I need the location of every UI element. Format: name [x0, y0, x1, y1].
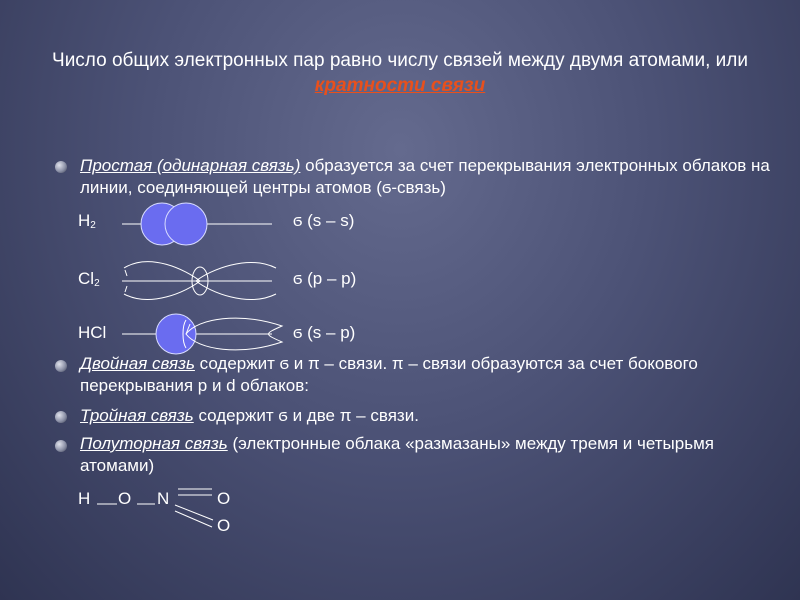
cl2-orbital-diagram: [122, 262, 276, 300]
s-orbital: [165, 203, 207, 245]
formula-text: Cl: [78, 269, 95, 288]
hcl-orbital-diagram: [122, 314, 282, 354]
bullet-double-bond: [80, 353, 770, 397]
structure-bonds: [97, 489, 213, 527]
bullet-term: Тройная связь: [80, 406, 194, 425]
formula-text: H: [78, 211, 91, 230]
title-text: Число общих электронных пар равно числу связей между двумя атомами, или: [52, 50, 748, 71]
atom-h: H: [78, 489, 91, 508]
bullet-text: образуется за счет перекрывания электронных облаков на линии, соединяющей центры атомов (ϭ-связь): [80, 156, 770, 197]
bullet-icon: [55, 411, 67, 423]
bond-type-h2: ϭ (s – s): [293, 211, 355, 230]
bullet-term: Полуторная связь: [80, 434, 228, 453]
bullet-term: Двойная связь: [80, 354, 195, 373]
formula-subscript: 2: [90, 220, 96, 231]
formula-subscript: 2: [94, 278, 100, 289]
bullet-text: (электронные облака «размазаны» между тремя и четырьмя атомами): [80, 434, 714, 475]
atom-o: O: [217, 516, 231, 535]
bond-type-cl2: ϭ (p – p): [293, 269, 357, 288]
h2-orbital-diagram: [122, 203, 272, 245]
formula-text: HCl: [78, 323, 107, 342]
bullet-half-bond: [80, 433, 770, 477]
bond-type-hcl: ϭ (s – p): [293, 323, 356, 342]
bullet-icon: [55, 360, 67, 372]
bullet-triple-bond: [80, 405, 770, 427]
title-highlight: кратности связи: [314, 75, 486, 96]
atom-o: O: [217, 489, 231, 508]
bullet-text: содержит ϭ и π – связи. π – связи образуются за счет бокового перекрывания p и d облаков:: [80, 354, 698, 395]
bullet-icon: [55, 440, 67, 452]
s-orbital: [156, 314, 196, 354]
bullet-term: Простая (одинарная связь): [80, 156, 301, 175]
atom-n: N: [157, 489, 170, 508]
atom-o: O: [118, 489, 132, 508]
bullet-text: содержит ϭ и две π – связи.: [193, 406, 419, 425]
